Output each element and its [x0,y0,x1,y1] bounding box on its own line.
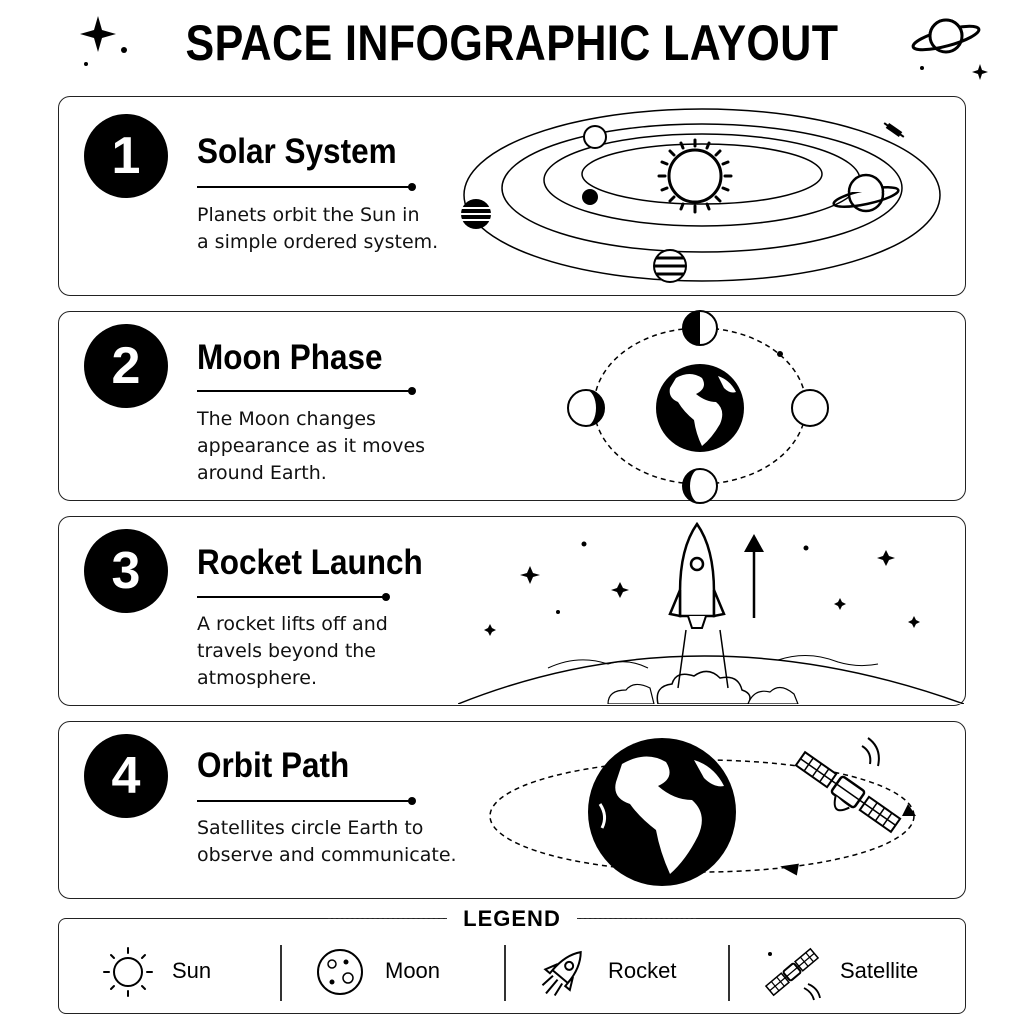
step-number: 3 [84,529,168,613]
page-title: SPACE INFOGRAPHIC LAYOUT [185,15,839,71]
rocket-icon [536,940,592,1004]
solar-system-illustration [458,100,958,292]
step-number: 4 [84,734,168,818]
rocket-launch-illustration [458,518,964,704]
earth-icon [588,738,736,886]
moon-phase-illustration [560,306,840,506]
legend-label: Rocket [608,958,677,983]
sun-icon [100,940,156,1004]
step-description: A rocket lifts off and travels beyond the atmosphere. [197,613,388,689]
step-number: 2 [84,324,168,408]
rocket-icon [670,524,724,628]
title-underline [197,800,413,802]
legend-title: LEGEND [0,906,1024,932]
legend-separator [280,945,282,1001]
earth-icon [656,364,744,452]
satellite-icon [789,751,902,843]
step-title: Moon Phase [197,338,383,377]
title-underline [197,186,413,188]
step-title: Rocket Launch [197,543,423,582]
legend-label: Satellite [840,958,919,983]
legend-item-moon [312,940,441,1004]
title-underline [197,596,387,598]
legend-separator [728,945,730,1001]
orbit-path-illustration [480,724,950,896]
step-title: Orbit Path [197,746,350,785]
legend-label: Moon [385,958,441,983]
step-number: 1 [84,114,168,198]
step-description: Planets orbit the Sun in a simple ordered system. [197,204,439,253]
legend-item-satellite [760,940,919,1004]
sun-icon [659,140,731,212]
step-description: The Moon changes appearance as it moves around Earth. [197,408,426,484]
legend-item-rocket [536,940,677,1004]
moon-icon [312,940,368,1004]
legend-separator [504,945,506,1001]
step-description: Satellites circle Earth to observe and communicate. [197,817,457,866]
legend-item-sun [100,940,212,1004]
legend-label: Sun [172,958,212,983]
title-underline [197,390,413,392]
satellite-icon [760,940,824,1004]
step-title: Solar System [197,132,397,171]
